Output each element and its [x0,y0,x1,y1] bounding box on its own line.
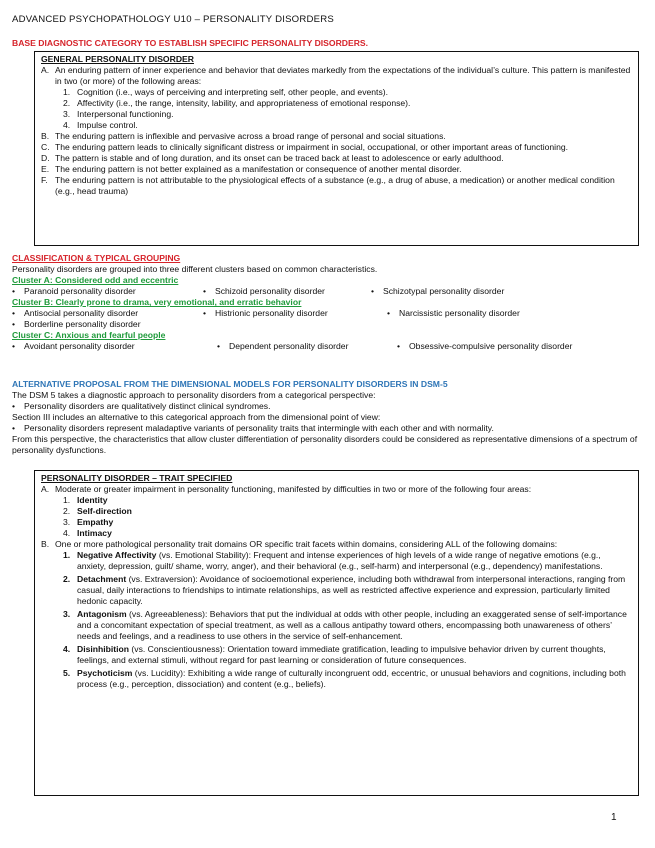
area-item: 4. Impulse control. [63,120,138,130]
list-item: • Antisocial personality disorder [12,308,139,318]
domain-name: Disinhibition [77,644,130,654]
domain-name: Psychoticism [77,668,133,678]
alternative-line-1: The DSM 5 takes a diagnostic approach to personality disorders from a categorical perspective: [12,390,376,400]
criterion-b: B. The enduring pattern is inflexible and pervasive across a broad range of personal and social situations. [41,131,446,141]
list-item: • Avoidant personality disorder [12,341,135,351]
general-pd-title: GENERAL PERSONALITY DISORDER [41,54,194,64]
area-item: 3. Empathy [63,517,114,527]
alternative-section [12,379,642,456]
area-item: 3. Interpersonal functioning. [63,109,174,119]
list-item: • Histrionic personality disorder [203,308,328,318]
domain-item: 3. Antagonism (vs. Agreeableness): Behaviors that put the individual at odds with other people, including an exaggerated sense of self-importance and a concomitant expectation of special treatment, as well as a callous antipathy toward others, encompassing both unawareness of others’ needs and feelings, and a readiness to use others in the service of self-enhancement. [63,609,627,641]
criterion-b: B. One or more pathological personality trait domains OR specific trait facets within domains, considering ALL of the following domains: [41,539,558,549]
list-item: • Dependent personality disorder [217,341,349,351]
cluster-b-items [12,308,642,319]
trait-specified-title: PERSONALITY DISORDER – TRAIT SPECIFIED [41,473,233,483]
list-item: • Schizoid personality disorder [203,286,325,296]
area-item: 2. Self-direction [63,506,132,516]
area-item: 4. Intimacy [63,528,112,538]
area-item: 1. Identity [63,495,108,505]
domain-item: 1. Negative Affectivity (vs. Emotional Stability): Frequent and intense experiences of high levels of a wide range of negative emotions (e.g., anxiety, depression, guilt/ shame, worry, anger), and their behavioral (e.g., self-harm) and interpersonal (e.g., dependency) manifestations. [63,550,603,571]
criterion-a: A. Moderate or greater impairment in personality functioning, manifested by difficulties in two or more of the following four areas: [41,484,532,494]
list-item: • Borderline personality disorder [12,319,141,329]
trait-specified-box [34,470,639,796]
list-item: • Personality disorders are qualitatively distinct clinical syndromes. [12,401,271,411]
list-item: • Schizotypal personality disorder [371,286,505,296]
domain-item: 5. Psychoticism (vs. Lucidity): Exhibiting a wide range of culturally incongruent odd, eccentric, or unusual behaviors and cognitions, including both process (e.g., perception, dissociation) and content (e.g., beliefs). [63,668,626,689]
classification-heading: CLASSIFICATION & TYPICAL GROUPING [12,253,181,263]
list-item: • Personality disorders represent maladaptive variants of personality traits that intermingle with each other and with normality. [12,423,494,433]
list-item: • Narcissistic personality disorder [387,308,520,318]
page-number: 1 [611,812,617,823]
list-item: • Obsessive-compulsive personality disorder [397,341,573,351]
domain-name: Detachment [77,574,127,584]
classification-section [12,253,642,352]
cluster-c-items [12,341,642,352]
cluster-c-heading: Cluster C: Anxious and fearful people [12,330,166,340]
cluster-b-items-2 [12,319,642,330]
criterion-c: C. The enduring pattern leads to clinically significant distress or impairment in social, occupational, or other important areas of functioning. [41,142,569,152]
criterion-a: A. An enduring pattern of inner experience and behavior that deviates markedly from the expectations of the individual’s culture. This pattern is manifested in two (or more) of the following areas: [41,65,631,86]
cluster-a-items [12,286,642,297]
classification-intro: Personality disorders are grouped into three different clusters based on common characteristics. [12,264,378,274]
domain-item: 4. Disinhibition (vs. Conscientiousness): Orientation toward immediate gratification, leading to impulsive behavior driven by current thoughts, feelings, and external stimuli, without regard for past learning or consideration of future consequences. [63,644,606,665]
criterion-f: F. The enduring pattern is not attributable to the physiological effects of a substance (e.g., a drug of abuse, a medication) or another medical condition (e.g., head trauma) [41,175,615,196]
area-item: 2. Affectivity (i.e., the range, intensity, lability, and appropriateness of emotional response). [63,98,411,108]
document-title: ADVANCED PSYCHOPATHOLOGY U10 – PERSONALITY DISORDERS [12,14,334,25]
domain-name: Negative Affectivity [77,550,157,560]
list-item: • Paranoid personality disorder [12,286,136,296]
alternative-line-2: Section III includes an alternative to this categorical approach from the dimensional point of view: [12,412,381,422]
cluster-b-heading: Cluster B: Clearly prone to drama, very emotional, and erratic behavior [12,297,302,307]
cluster-a-heading: Cluster A: Considered odd and eccentric [12,275,179,285]
alternative-line-3: From this perspective, the characteristics that allow cluster differentiation of personality disorders could be considered as representative dimensions of a spectrum of personality dysfunctions. [12,434,638,455]
criterion-d: D. The pattern is stable and of long duration, and its onset can be traced back at least to adolescence or early adulthood. [41,153,504,163]
domain-item: 2. Detachment (vs. Extraversion): Avoidance of socioemotional experience, including both withdrawal from interpersonal interactions, ranging from casual, daily interactions to friendships to intimate relationships, as well as restricted affective experience and expression, particularly limited hedonic capacity. [63,574,626,606]
alternative-heading: ALTERNATIVE PROPOSAL FROM THE DIMENSIONAL MODELS FOR PERSONALITY DISORDERS IN DSM-5 [12,379,448,389]
base-heading: BASE DIAGNOSTIC CATEGORY TO ESTABLISH SPECIFIC PERSONALITY DISORDERS. [12,38,369,48]
domain-name: Antagonism [77,609,127,619]
criterion-e: E. The enduring pattern is not better explained as a manifestation or consequence of another mental disorder. [41,164,462,174]
general-pd-box [34,51,639,246]
area-item: 1. Cognition (i.e., ways of perceiving and interpreting self, other people, and events). [63,87,388,97]
